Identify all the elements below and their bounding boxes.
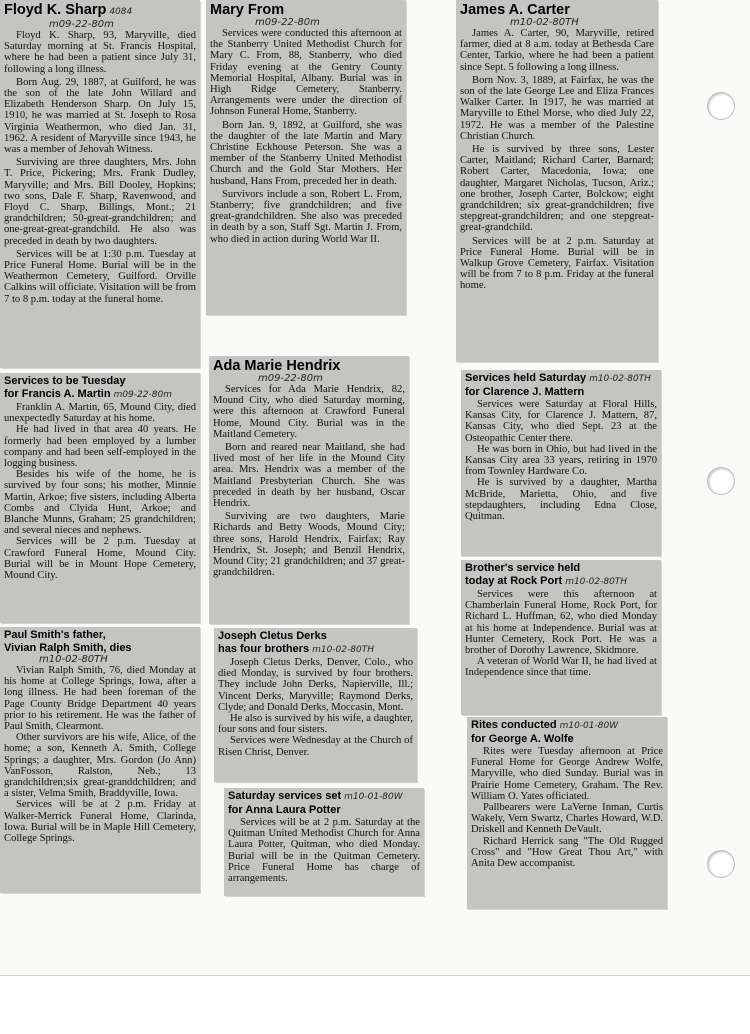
paragraph: Services were conducted this afternoon at the Stanberry United Methodist Church for Mary C. From, 88, Stanberry, who died Friday evening at the Gentry County Memorial Hospital, Albany. Burial was in High Ridge Cemetery, Stanberry. Arrangements were under the direction of Johnson Funeral Home, Stanberry. [210,28,402,118]
clipping-heading: has four brothers m10-02-80TH [218,643,374,655]
clipping-heading: Vivian Ralph Smith, dies [4,642,132,654]
clipping-heading: for Francis A. Martin m09-22-80m [4,388,172,400]
paragraph: Joseph Cletus Derks, Denver, Colo., who died Monday, is survived by four brothers. They include John Derks, Napierville, Ill.; Vincent Derks, Maryville; Raymond Derks, Clyde; and Donald Derks, Moccasin, Mont. [218,657,413,713]
obituary-clipping-anna-potter [224,788,424,896]
clipping-body [213,384,405,578]
paragraph: James A. Carter, 90, Maryville, retired farmer, died at 8 a.m. today at Bethesda Care Center, Tarkio, where he had been a patient since Sept. 5 following a long illness. [460,28,654,73]
clipping-heading: Floyd K. Sharp 4084 [4,2,133,18]
paragraph: Services will be 2 p.m. Tuesday at Crawford Funeral Home, Mound City. Burial will be in Mount Hope Cemetery, Mound City. [4,536,196,582]
handwritten-date-note: m10-02-80TH [510,17,579,28]
clipping-body [218,657,413,758]
paragraph: Born Aug. 29, 1887, at Guilford, he was the son of the late John Willard and Elizabeth Henderson Sharp. On July 15, 1910, he was married at St. Joseph to Rosa Virginia Weathermon, who died Jan. 31, 1962. A resident of Maryville since 1943, he was a member of Jehovah Witness. [4,76,196,156]
clipping-reference-number: 4084 [109,7,133,17]
paragraph: Besides his wife of the home, he is survived by four sons; his mother, Minnie Martin, Arkoe; five sisters, including Alberta Combs and Clyida Hunt, Arkoe; and Blanche Munns, Graham; 25 grandchildren; and several nieces and nephews. [4,469,196,537]
handwritten-date-note: m10-01-80W [344,792,403,802]
clipping-heading: James A. Carter [460,2,570,18]
clipping-body [4,402,196,581]
paragraph: He had lived in that area 40 years. He formerly had been employed by a lumber company and had been self-employed in the logging business. [4,424,196,470]
clipping-heading: for Anna Laura Potter [228,804,341,816]
handwritten-date-note: m10-02-80TH [312,645,374,655]
clipping-body [471,746,663,869]
paragraph: Born Nov. 3, 1889, at Fairfax, he was the son of the late George Lee and Eliza Frances Walker Carter. In 1917, he was married at Maryville to Ethel Morse, who died July 22, 1972. He was a member of the Palestine Christian Church. [460,74,654,142]
paragraph: Franklin A. Martin, 65, Mound City, died unexpectedly Saturday at his home. [4,402,196,425]
clipping-heading: Ada Marie Hendrix [213,358,341,374]
obituary-clipping-george-wolfe [467,717,667,909]
paragraph: Pallbearers were LaVerne Inman, Curtis Wakely, Vern Swartz, Charles Howard, W.D. Driskell and Kenneth DeVault. [471,802,663,836]
handwritten-date-note: m10-02-80TH [589,374,651,384]
paragraph: He is survived by three sons, Lester Carter, Maitland; Richard Carter, Barnard; Robert Carter, Macedonia, Iowa; one daughter, Margaret Nicholas, Tucson, Ariz.; one brother, Joseph Carter, Bolckow; eight grandchildren; six great-grandchildren; five stepgreat-grandchildren; and one stepgreat-great-grandchild. [460,144,654,234]
obituary-clipping-ada-hendrix [209,356,409,624]
clipping-body [460,28,654,292]
paragraph: Survivors include a son, Robert L. From, Stanberry; five grandchildren; and five great-grandchildren. She also was preceded in death by a son, Staff Sgt. Martin J. From, who died in action during World War II. [210,188,402,245]
handwritten-date-note: m10-01-80W [559,721,619,731]
paragraph: Rites were Tuesday afternoon at Price Funeral Home for George Andrew Wolfe, Maryville, who died Sunday. Burial was in Prairie Home Cemetery, Graham. The Rev. William O. Yates officiated. [471,746,663,802]
clipping-body [465,589,657,679]
clipping-body [465,399,657,522]
paragraph: Vivian Ralph Smith, 76, died Monday at his home at College Springs, Iowa, after a long illness. He had been foreman of the Page County Bridge Department 40 years prior to his retirement. He was the father of Paul Smith, Clearmont. [4,665,196,733]
clipping-heading: Services to be Tuesday [4,375,126,387]
paragraph: Services were this afternoon at Chamberlain Funeral Home, Rock Port, for Richard L. Huffman, 62, who died Monday at his home at Independence. Burial was at Hunter Cemetery, Rock Port. He was a brother of Dorothy Lawrence, Skidmore. [465,589,657,657]
paragraph: Floyd K. Sharp, 93, Maryville, died Saturday morning at St. Francis Hospital, where he had been a patient since July 31, following a long illness. [4,30,196,75]
clipping-heading: Mary From [210,2,285,18]
paragraph: He is survived by a daughter, Martha McBride, Marietta, Ohio, and five stepdaughters, including Edna Close, Quitman. [465,477,657,523]
obituary-clipping-james-carter [456,0,658,362]
paragraph: Surviving are three daughters, Mrs. John T. Price, Pickering; Mrs. Frank Dudley, Maryville; and Mrs. Bill Dooley, Hopkins; two sons, Dale F. Sharp, Ravenwood, and Floyd C. Sharp, Billings, Mont.; 21 grandchildren; 50-great-grandchildren; and one-great-great-grandchild. He also was preceded in death by two daughters. [4,157,196,247]
obituary-clipping-vivian-smith [0,627,200,893]
paragraph: Services for Ada Marie Hendrix, 82, Mound City, who died Saturday morning, were this afternoon at Crawford Funeral Home, Mound City. Burial was in the Maitland Cemetery. [213,384,405,440]
obituary-clipping-joseph-derks [214,628,417,782]
obituary-clipping-clarence-mattern [461,370,661,556]
handwritten-date-note: m10-02-80TH [565,577,628,587]
paragraph: Services were Saturday at Floral Hills, Kansas City, for Clarence J. Mattern, 87, Kansas City, who died Sept. 23 at the Osteopathic Center there. [465,399,657,444]
clipping-heading: for Clarence J. Mattern [465,386,585,398]
paragraph: Richard Herrick sang "The Old Rugged Cross" and "How Great Thou Art," with Anita Dew accompanist. [471,835,663,870]
handwritten-date-note: m09-22-80m [258,373,323,384]
clipping-heading: Joseph Cletus Derks [218,630,327,642]
clipping-body [210,28,402,245]
paragraph: Other survivors are his wife, Alice, of the home; a son, Kenneth A. Smith, College Springs; a daughter, Mrs. Gordon (Jo Ann) VanFosson, Ralston, Neb.; 13 grandchildren;six great-granddchildren; and a sister, Velma Smith, Braddyville, Iowa. [4,732,196,800]
clipping-body [228,817,420,884]
clipping-heading: for George A. Wolfe [471,733,574,745]
paragraph: Services will be at 2 p.m. Saturday at Price Funeral Home. Burial will be in Walkup Grove Cemetery, Fairfax. Visitation will be from 7 to 8 p.m. Friday at the funeral home. [460,235,654,292]
paragraph: Services will be at 1:30 p.m. Tuesday at Price Funeral Home. Burial will be in the Weathermon Cemetery, Guilford. Orville Calkins will officiate. Visitation will be from 7 to 8 p.m. today at the funeral home. [4,248,196,305]
clipping-heading: Saturday services set m10-01-80W [228,790,403,802]
binder-hole-icon [707,850,735,878]
page-bottom-margin [0,975,750,1034]
clipping-heading: today at Rock Port m10-02-80TH [465,575,628,587]
binder-hole-icon [707,467,735,495]
handwritten-date-note: m10-02-80TH [39,654,108,665]
obituary-clipping-francis-martin [0,373,200,623]
obituary-clipping-mary-from [206,0,406,315]
handwritten-date-note: m09-22-80m [255,17,320,28]
binder-hole-icon [707,92,735,120]
handwritten-date-note: m09-22-80m [49,19,114,30]
paragraph: He was born in Ohio, but had lived in the Kansas City area 33 years, retiring in 1970 from Townley Hardware Co. [465,443,657,478]
clipping-heading: Rites conducted m10-01-80W [471,719,619,731]
obituary-clipping-richard-huffman [461,560,661,715]
clipping-heading: Brother's service held [465,562,581,574]
handwritten-date-note: m09-22-80m [113,390,172,400]
paragraph: Born and reared near Maitland, she had lived most of her life in the Mound City area. Mrs. Hendrix was a member of the Maitland Presbyterian Church. She was preceded in death by her husband, Oscar Hendrix. [213,442,405,510]
paragraph: A veteran of World War II, he had lived at Independence since that time. [465,656,657,679]
paragraph: Services will be at 2 p.m. Friday at Walker-Merrick Funeral Home, Clarinda, Iowa. Burial will be in Maple Hill Cemetery, College Springs. [4,799,196,845]
paragraph: Services were Wednesday at the Church of Risen Christ, Denver. [218,735,413,758]
clipping-body [4,665,196,844]
paragraph: Surviving are two daughters, Marie Richards and Betty Woods, Mound City; three sons, Harold Hendrix, Fairfax; Ray Hendrix, St. Joseph; and Benzil Hendrix, Mound City; 21 grandchildren; and 37 great-grandchildren. [213,511,405,579]
obituary-clipping-floyd-sharp [0,0,200,368]
clipping-body [4,30,196,305]
paragraph: He also is survived by his wife, a daughter, four sons and four sisters. [218,713,413,736]
clipping-heading: Services held Saturday m10-02-80TH [465,372,651,384]
paragraph: Born Jan. 9, 1892, at Guilford, she was the daughter of the late Martin and Mary Christine Eckhouse Peterson. She was a member of the Stanberry United Methodist Church and the Gold Star Mothers. Her husband, Hans From, preceded her in death. [210,119,402,187]
paragraph: Services will be at 2 p.m. Saturday at the Quitman United Methodist Church for Anna Laura Potter, Quitman, who died Monday. Burial will be in the Quitman Cemetery. Price Funeral Home has charge of arrangements. [228,817,420,885]
clipping-heading: Paul Smith's father, [4,629,106,641]
